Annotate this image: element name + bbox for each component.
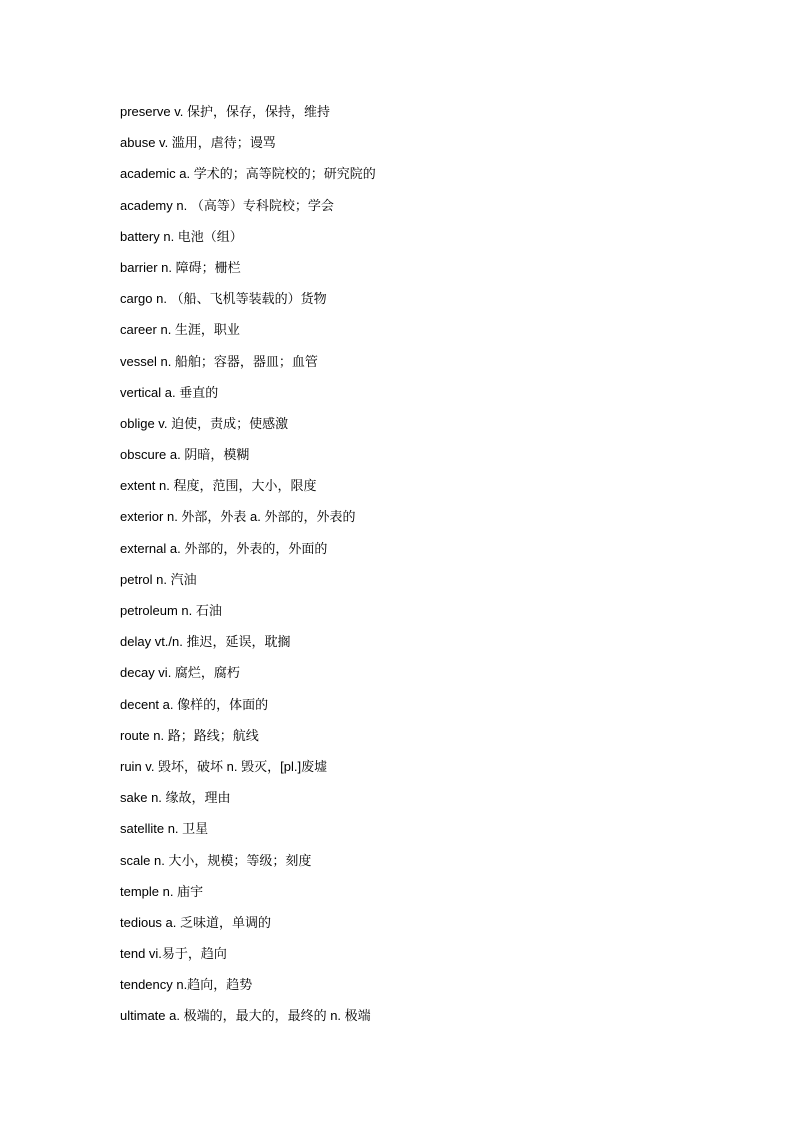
vocabulary-entry: ultimate a. 极端的，最大的，最终的 n. 极端 <box>120 1008 371 1024</box>
vocabulary-entry: vessel n. 船舶；容器，器皿；血管 <box>120 353 318 369</box>
vocabulary-entry: cargo n. （船、飞机等装载的）货物 <box>120 291 327 307</box>
vocabulary-entry: delay vt./n. 推迟，延误，耽搁 <box>120 634 291 650</box>
vocabulary-entry: tendency n.趋向，趋势 <box>120 977 253 993</box>
vocabulary-entry: career n. 生涯，职业 <box>120 322 240 338</box>
vocabulary-list <box>120 101 376 1037</box>
vocabulary-entry: battery n. 电池（组） <box>120 228 243 244</box>
vocabulary-entry: route n. 路；路线；航线 <box>120 727 259 743</box>
vocabulary-entry: ruin v. 毁坏，破坏 n. 毁灭，[pl.]废墟 <box>120 758 328 774</box>
vocabulary-entry: decent a. 像样的，体面的 <box>120 696 269 712</box>
vocabulary-entry: preserve v. 保护，保存，保持，维持 <box>120 104 330 119</box>
vocabulary-entry: tedious a. 乏味道，单调的 <box>120 914 271 930</box>
vocabulary-entry: decay vi. 腐烂，腐朽 <box>120 665 240 681</box>
vocabulary-entry: petroleum n. 石油 <box>120 603 222 618</box>
vocabulary-entry: tend vi.易于，趋向 <box>120 946 227 962</box>
vocabulary-entry: scale n. 大小，规模；等级；刻度 <box>120 852 312 868</box>
vocabulary-entry: satellite n. 卫星 <box>120 821 209 837</box>
vocabulary-entry: barrier n. 障碍；栅栏 <box>120 259 241 275</box>
vocabulary-entry: academic a. 学术的；高等院校的；研究院的 <box>120 166 376 182</box>
vocabulary-entry: temple n. 庙宇 <box>120 883 204 899</box>
vocabulary-entry: extent n. 程度，范围，大小，限度 <box>120 478 317 494</box>
vocabulary-entry: exterior n. 外部，外表 a. 外部的，外表的 <box>120 509 356 525</box>
vocabulary-entry: vertical a. 垂直的 <box>120 384 219 400</box>
vocabulary-entry: obscure a. 阴暗，模糊 <box>120 447 250 463</box>
vocabulary-entry: petrol n. 汽油 <box>120 571 197 587</box>
vocabulary-entry: sake n. 缘故，理由 <box>120 790 231 806</box>
vocabulary-entry: external a. 外部的，外表的，外面的 <box>120 540 328 556</box>
vocabulary-entry: academy n. （高等）专科院校；学会 <box>120 197 334 213</box>
vocabulary-entry: abuse v. 滥用，虐待；谩骂 <box>120 135 276 151</box>
vocabulary-entry: oblige v. 迫使，责成；使感激 <box>120 415 289 431</box>
